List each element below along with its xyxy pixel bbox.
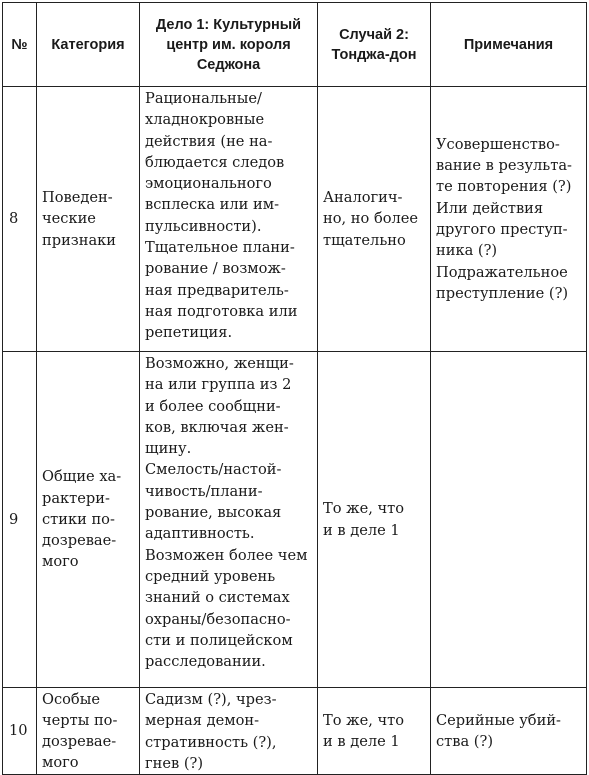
header-row bbox=[3, 3, 587, 87]
case2-cell: То же, что и в деле 1 bbox=[318, 688, 431, 775]
header-case2: Случай 2: Тонджа-дон bbox=[318, 3, 431, 87]
table-row bbox=[3, 87, 587, 352]
notes-cell bbox=[431, 352, 587, 688]
row-number: 9 bbox=[3, 352, 37, 688]
table-row bbox=[3, 688, 587, 775]
header-case1: Дело 1: Культурный центр им. короля Седжона bbox=[140, 3, 318, 87]
case1-cell: Рациональные/ хладнокровные действия (не на- блюдается следов эмоционального всплеска или им- пульсивности). Тщательное плани- рование / возмож- ная предваритель- ная подготовка или репетиция. bbox=[140, 87, 318, 352]
data-table bbox=[2, 2, 587, 775]
header-num: № bbox=[3, 3, 37, 87]
header-notes: Примечания bbox=[431, 3, 587, 87]
case2-cell: То же, что и в деле 1 bbox=[318, 352, 431, 688]
notes-cell: Усовершенство- вание в результа- те повторения (?) Или действия другого преступ- ника (?) Подражательное преступление (?) bbox=[431, 87, 587, 352]
case1-cell: Возможно, женщи- на или группа из 2 и более сообщни- ков, включая жен- щину. Смелость/настой- чивость/плани- рование, высокая адаптивность. Возможен более чем средний уровень знаний о системах охраны/безопасно- сти и полицейском расследовании. bbox=[140, 352, 318, 688]
table-row bbox=[3, 352, 587, 688]
category-cell: Общие ха- рактери- стики по- дозревае- мого bbox=[37, 352, 140, 688]
case1-cell: Садизм (?), чрез- мерная демон- стративность (?), гнев (?) bbox=[140, 688, 318, 775]
row-number: 10 bbox=[3, 688, 37, 775]
case2-cell: Аналогич- но, но более тщательно bbox=[318, 87, 431, 352]
notes-cell: Серийные убий- ства (?) bbox=[431, 688, 587, 775]
category-cell: Поведен- ческие признаки bbox=[37, 87, 140, 352]
category-cell: Особые черты по- дозревае- мого bbox=[37, 688, 140, 775]
row-number: 8 bbox=[3, 87, 37, 352]
header-category: Категория bbox=[37, 3, 140, 87]
